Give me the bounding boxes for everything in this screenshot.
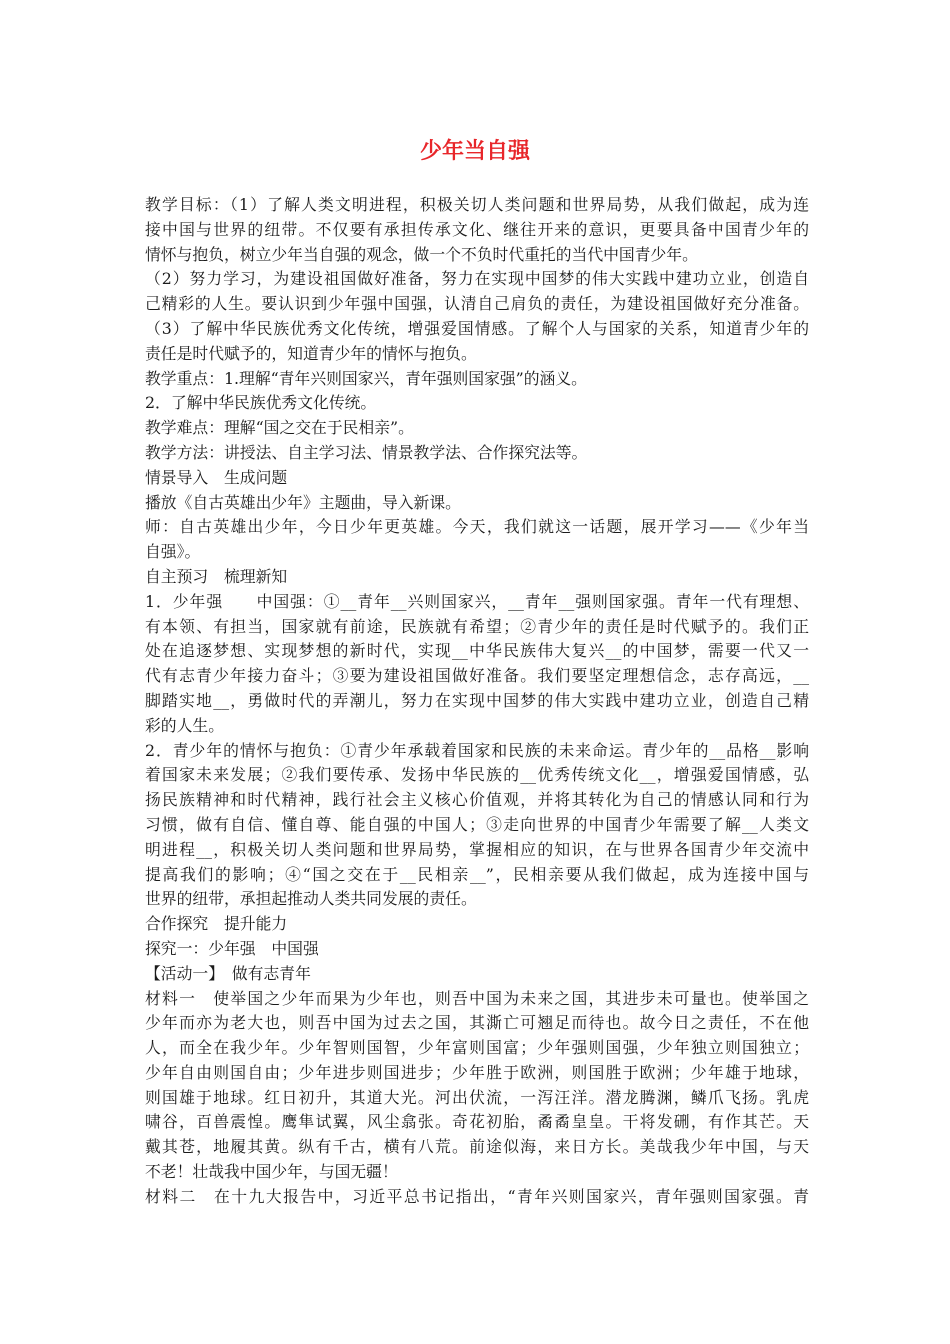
text-line: 着国家未来发展；②我们要传承、发扬中华民族的__优秀传统文化__，增强爱国情感，弘 — [145, 765, 809, 785]
text-line: 彩的人生。 — [145, 715, 224, 735]
text-line: 情怀与抱负，树立少年当自强的观念，做一个不负时代重托的当代中国青少年。 — [145, 244, 698, 264]
text-line: 教学目标：（1）了解人类文明进程，积极关切人类问题和世界局势，从我们做起，成为连 — [145, 195, 809, 214]
text-line: 教学难点：理解“国之交在于民相亲”。 — [145, 418, 414, 438]
text-line: 自强》。 — [145, 542, 201, 562]
text-line: 合作探究 提升能力 — [145, 914, 288, 934]
text-line: 处在追逐梦想、实现梦想的新时代，实现__中华民族伟大复兴__的中国梦，需要一代又一 — [145, 641, 809, 661]
text-line: （3）了解中华民族优秀文化传统，增强爱国情感。了解个人与国家的关系，知道青少年的 — [145, 318, 809, 338]
text-line: 责任是时代赋予的，知道青少年的情怀与抱负。 — [145, 343, 477, 363]
document-title: 少年当自强 — [419, 139, 530, 164]
text-line: 习惯，做有自信、懂自尊、能自强的中国人；③走向世界的中国青少年需要了解__人类文 — [145, 814, 809, 834]
text-line: 2．青少年的情怀与抱负：①青少年承载着国家和民族的未来命运。青少年的__品格__影响 — [145, 740, 809, 760]
text-line: 播放《自古英雄出少年》主题曲，导入新课。 — [145, 492, 461, 512]
text-line: 材料一 使举国之少年而果为少年也，则吾中国为未来之国，其进步未可量也。使举国之 — [145, 988, 809, 1008]
text-line: 教学方法：讲授法、自主学习法、情景教学法、合作探究法等。 — [145, 442, 588, 462]
text-line: 师：自古英雄出少年，今日少年更英雄。今天，我们就这一话题，展开学习——《少年当 — [145, 517, 809, 537]
text-line: 探究一：少年强 中国强 — [145, 938, 319, 958]
text-line: 【活动一】 做有志青年 — [145, 963, 311, 983]
text-line: 有本领、有担当，国家就有前途，民族就有希望；②青少年的责任是时代赋予的。我们正 — [145, 616, 809, 636]
text-line: 世界的纽带，承担起推动人类共同发展的责任。 — [145, 889, 477, 909]
text-line: 扬民族精神和时代精神，践行社会主义核心价值观，并将其转化为自己的情感认同和行为 — [145, 790, 809, 810]
text-line: （2）努力学习，为建设祖国做好准备，努力在实现中国梦的伟大实践中建功立业，创造自 — [145, 269, 809, 289]
text-line: 则国雄于地球。红日初升，其道大光。河出伏流，一泻汪洋。潜龙腾渊，鳞爪飞扬。乳虎 — [145, 1087, 809, 1107]
text-line: 戴其苍，地履其黄。纵有千古，横有八荒。前途似海，来日方长。美哉我少年中国，与天 — [145, 1137, 809, 1157]
text-line: 教学重点：1.理解“青年兴则国家兴，青年强则国家强”的涵义。 — [145, 368, 587, 388]
text-line: 啸谷，百兽震惶。鹰隼试翼，风尘翕张。奇花初胎，矞矞皇皇。干将发硎，有作其芒。天 — [145, 1112, 809, 1132]
text-line: 不老！壮哉我中国少年，与国无疆！ — [145, 1162, 398, 1182]
text-line: 代有志青少年接力奋斗；③要为建设祖国做好准备。我们要坚定理想信念，志存高远，__ — [145, 666, 809, 686]
text-line: 提高我们的影响；④“国之交在于__民相亲__”，民相亲要从我们做起，成为连接中国与 — [145, 864, 809, 884]
text-line: 情景导入 生成问题 — [145, 467, 288, 487]
text-line: 1．少年强 中国强：①__青年__兴则国家兴，__青年__强则国家强。青年一代有理想、 — [145, 591, 809, 611]
text-line: 人，而全在我少年。少年智则国智，少年富则国富；少年强则国强，少年独立则国独立； — [145, 1038, 809, 1058]
document-body — [145, 193, 809, 1210]
text-line: 材料二 在十九大报告中，习近平总书记指出，“青年兴则国家兴，青年强则国家强。青 — [145, 1186, 809, 1206]
text-line: 脚踏实地__，勇做时代的弄潮儿，努力在实现中国梦的伟大实践中建功立业，创造自己精 — [145, 690, 809, 710]
text-line: 自主预习 梳理新知 — [145, 566, 288, 586]
text-line: 2．了解中华民族优秀文化传统。 — [145, 393, 377, 413]
text-line: 明进程__，积极关切人类问题和世界局势，掌握相应的知识，在与世界各国青少年交流中 — [145, 839, 809, 859]
text-line: 己精彩的人生。要认识到少年强中国强，认清自己肩负的责任，为建设祖国做好充分准备。 — [145, 294, 809, 314]
text-line: 接中国与世界的纽带。不仅要有承担传承文化、继往开来的意识，更要具备中国青少年的 — [145, 219, 809, 239]
text-line: 少年自由则国自由；少年进步则国进步；少年胜于欧洲，则国胜于欧洲；少年雄于地球， — [145, 1062, 809, 1082]
text-line: 少年而亦为老大也，则吾中国为过去之国，其澌亡可翘足而待也。故今日之责任，不在他 — [145, 1013, 809, 1033]
